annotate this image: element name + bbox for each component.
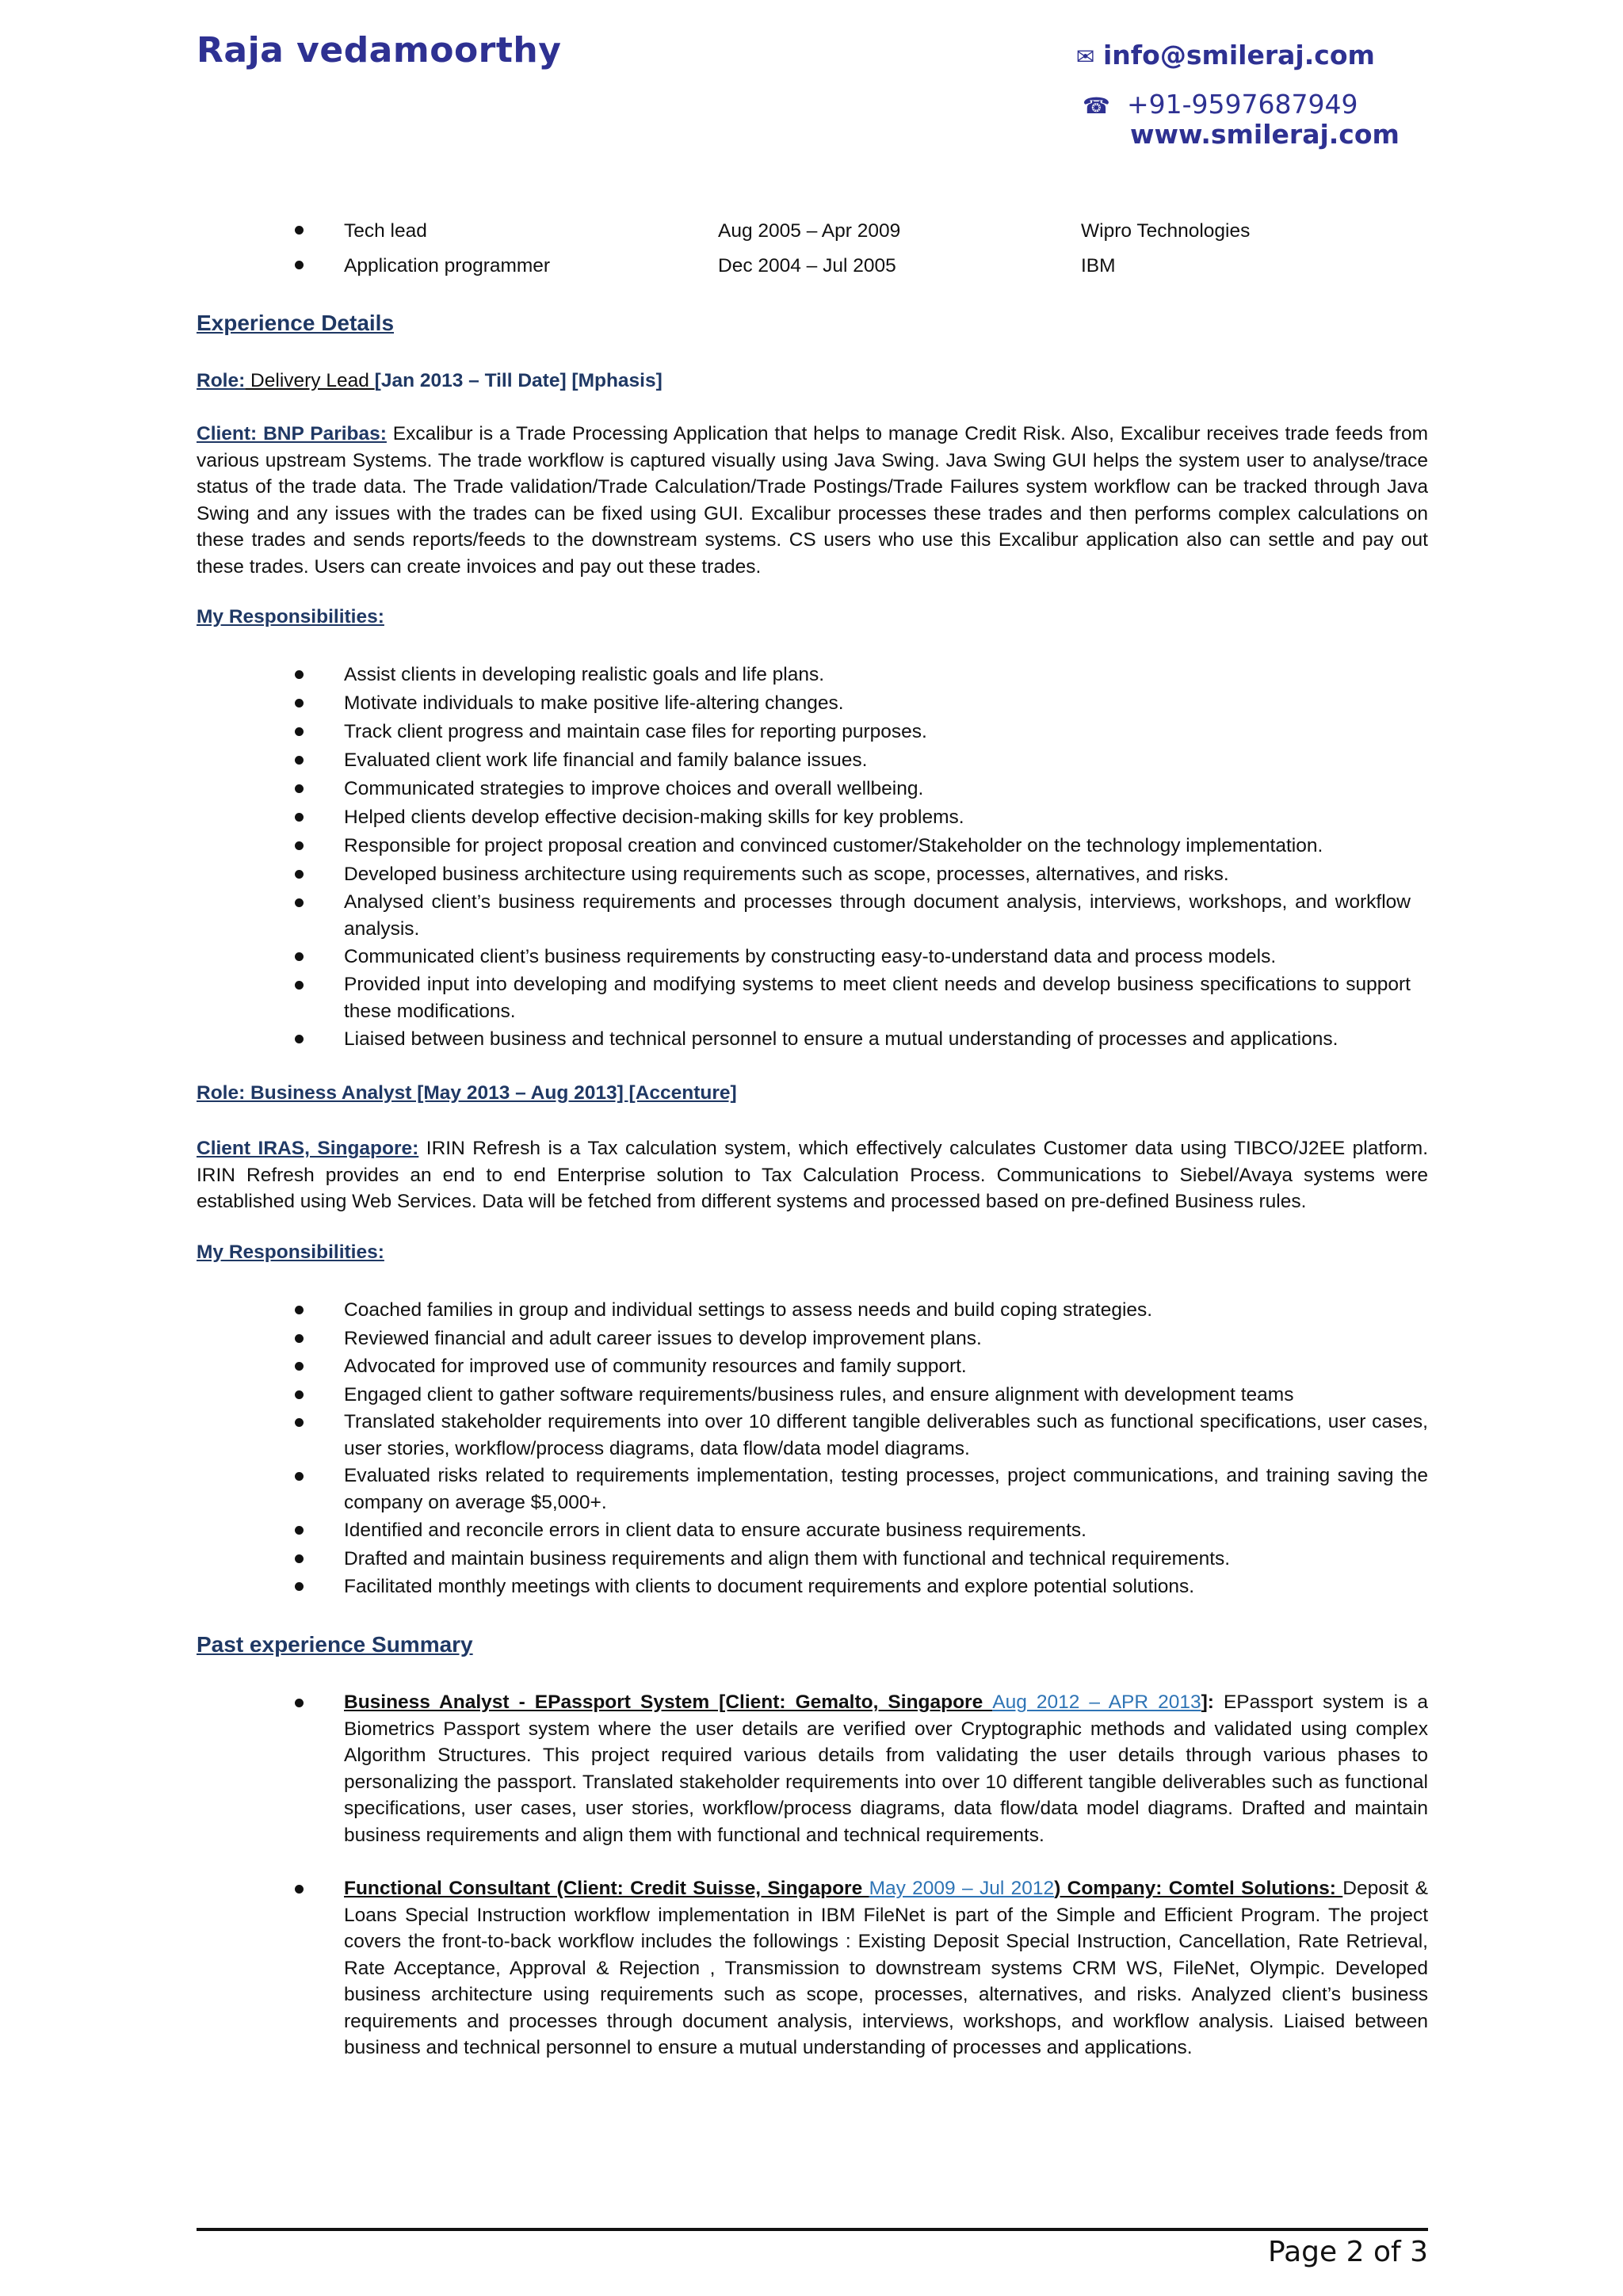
role1-label: Role: bbox=[197, 370, 246, 391]
history-row-1 bbox=[295, 218, 1412, 245]
list-item: Helped clients develop effective decision-making skills for key problems. bbox=[295, 803, 1411, 832]
past-item-text: Deposit & Loans Special Instruction workflow implementation in IBM FileNet is part of the Simple and Efficient Program. The project covers the front-to-back workflow includes the followings : Existing Deposit Special Instruction, Cancellation, Rate Retrieval, Rate Acceptance, Approval & Rejection , Transmission to downstream systems CRM WS, FileNet, Olympic. Developed business architecture using requirements such as scope, processes, alternatives, and risks. Analyzed client’s business requirements and processes through document analysis, interviews, workshops, and workflow analysis. Liaised between business and technical personnel to ensure a mutual understanding of processes and applications. bbox=[344, 1878, 1428, 2058]
role1-responsibilities-list bbox=[295, 661, 1411, 1054]
list-item: Liaised between business and technical personnel to ensure a mutual understanding of processes and applications. bbox=[295, 1025, 1411, 1054]
history-company: Wipro Technologies bbox=[1081, 220, 1251, 242]
envelope-icon: ✉ bbox=[1076, 44, 1095, 70]
website-text[interactable]: www.smileraj.com bbox=[1130, 119, 1400, 150]
past-item-close: ) Company: Comtel Solutions: bbox=[1054, 1878, 1343, 1899]
past-item-text: EPassport system is a Biometrics Passport system where the user details are verified over Cryptographic methods and validated using complex Algorithm Structures. This project required various details from validating the user details through various phases to personalizing the passport. Translated stakeholder requirements into over 10 different tangible deliverables such as functional specifications, user cases, user stories, workflow/process diagrams, data flow/data model diagrams. Drafted and maintain business requirements and align them with functional and technical requirements. bbox=[344, 1691, 1428, 1846]
list-item bbox=[295, 1875, 1428, 2061]
role2-responsibilities-list bbox=[295, 1296, 1428, 1601]
past-item-close: ]: bbox=[1201, 1691, 1214, 1713]
email-line bbox=[1076, 40, 1375, 71]
history-company: IBM bbox=[1081, 255, 1116, 277]
role1-client-label: Client: BNP Paribas: bbox=[197, 423, 387, 444]
role2-client-text: IRIN Refresh is a Tax calculation system, which effectively calculates Customer data using TIBCO/J2EE platform. IRIN Refresh provides an end to end Enterprise solution to Tax Calculation Process. Communications to Siebel/Avaya systems were established using Web Services. Data will be fetched from different systems and processed based on pre-defined Business rules. bbox=[197, 1138, 1428, 1212]
phone-text: +91-9597687949 bbox=[1127, 89, 1358, 120]
list-item: Advocated for improved use of community resources and family support. bbox=[295, 1352, 1428, 1381]
experience-heading: Experience Details bbox=[197, 311, 395, 335]
bullet bbox=[295, 226, 304, 235]
role1-heading bbox=[197, 368, 663, 395]
bullet bbox=[295, 261, 304, 269]
list-item: Responsible for project proposal creation and convinced customer/Stakeholder on the technology implementation. bbox=[295, 832, 1411, 860]
role2-responsibilities-heading: My Responsibilities: bbox=[197, 1241, 384, 1263]
list-item: Evaluated client work life financial and family balance issues. bbox=[295, 746, 1411, 775]
role1-client-paragraph bbox=[197, 421, 1428, 580]
list-item: Drafted and maintain business requirements and align them with functional and technical requirements. bbox=[295, 1545, 1428, 1573]
past-item-title: Business Analyst - EPassport System [Client: Gemalto, Singapore bbox=[344, 1691, 993, 1713]
history-title: Application programmer bbox=[344, 255, 551, 277]
list-item: Motivate individuals to make positive life-altering changes. bbox=[295, 689, 1411, 718]
list-item: Developed business architecture using requirements such as scope, processes, alternatives, and risks. bbox=[295, 860, 1411, 889]
list-item: Coached families in group and individual settings to assess needs and build coping strategies. bbox=[295, 1296, 1428, 1325]
past-item-title: Functional Consultant (Client: Credit Suisse, Singapore bbox=[344, 1878, 869, 1899]
role2-heading: Role: Business Analyst [May 2013 – Aug 2013] [Accenture] bbox=[197, 1082, 737, 1104]
phone-line bbox=[1083, 89, 1358, 120]
list-item: Provided input into developing and modifying systems to meet client needs and develop business specifications to support these modifications. bbox=[295, 971, 1411, 1025]
history-period: Aug 2005 – Apr 2009 bbox=[718, 220, 901, 242]
candidate-name: Raja vedamoorthy bbox=[197, 30, 562, 71]
history-title: Tech lead bbox=[344, 220, 427, 242]
role1-client-text: Excalibur is a Trade Processing Application that helps to manage Credit Risk. Also, Excalibur receives trade feeds from various upstream Systems. The trade workflow is captured visually using Java Swing. Java Swing GUI helps the system user to analyse/trace status of the trade data. The Trade validation/Trade Calculation/Trade Postings/Trade Failures system workflow can be tracked through Java Swing and any issues with the trades can be fixed using GUI. Excalibur processes these trades and then performs complex calculations on these trades and sends reports/feeds to the downstream systems. CS users who use this Excalibur application also can settle and pay out these trades. Users can create invoices and pay out these trades. bbox=[197, 423, 1428, 578]
list-item: Translated stakeholder requirements into over 10 different tangible deliverables such as functional specifications, user cases, user stories, workflow/process diagrams, data flow/data model diagrams. bbox=[295, 1409, 1428, 1463]
past-item-date: May 2009 – Jul 2012 bbox=[869, 1878, 1055, 1899]
list-item: Communicated client’s business requirements by constructing easy-to-understand data and process models. bbox=[295, 943, 1411, 971]
page-number: Page 2 of 3 bbox=[1268, 2236, 1428, 2268]
list-item: Evaluated risks related to requirements implementation, testing processes, project communications, and training saving the company on average $5,000+. bbox=[295, 1463, 1428, 1516]
role1-title: Delivery Lead bbox=[245, 370, 375, 391]
list-item: Reviewed financial and adult career issues to develop improvement plans. bbox=[295, 1325, 1428, 1353]
list-item: Identified and reconcile errors in client data to ensure accurate business requirements. bbox=[295, 1516, 1428, 1545]
list-item: Track client progress and maintain case files for reporting purposes. bbox=[295, 718, 1411, 746]
past-experience-list bbox=[295, 1689, 1428, 2061]
list-item: Communicated strategies to improve choices and overall wellbeing. bbox=[295, 775, 1411, 803]
list-item: Facilitated monthly meetings with clients to document requirements and explore potential solutions. bbox=[295, 1573, 1428, 1601]
list-item bbox=[295, 1689, 1428, 1848]
phone-icon: ☎ bbox=[1083, 93, 1110, 119]
history-row-2 bbox=[295, 253, 1412, 280]
role1-meta: [Jan 2013 – Till Date] [Mphasis] bbox=[374, 370, 663, 391]
past-experience-heading: Past experience Summary bbox=[197, 1632, 473, 1657]
history-period: Dec 2004 – Jul 2005 bbox=[718, 255, 896, 277]
role1-responsibilities-heading: My Responsibilities: bbox=[197, 606, 384, 627]
list-item: Assist clients in developing realistic goals and life plans. bbox=[295, 661, 1411, 689]
list-item: Engaged client to gather software requirements/business rules, and ensure alignment with development teams bbox=[295, 1381, 1428, 1409]
role2-client-label: Client IRAS, Singapore: bbox=[197, 1138, 419, 1159]
past-item-date: Aug 2012 – APR 2013 bbox=[992, 1691, 1201, 1713]
role2-client-paragraph bbox=[197, 1135, 1428, 1215]
list-item: Analysed client’s business requirements and processes through document analysis, interviews, workshops, and workflow analysis. bbox=[295, 889, 1411, 943]
footer-divider bbox=[197, 2228, 1428, 2231]
email-text[interactable]: info@smileraj.com bbox=[1103, 40, 1375, 71]
